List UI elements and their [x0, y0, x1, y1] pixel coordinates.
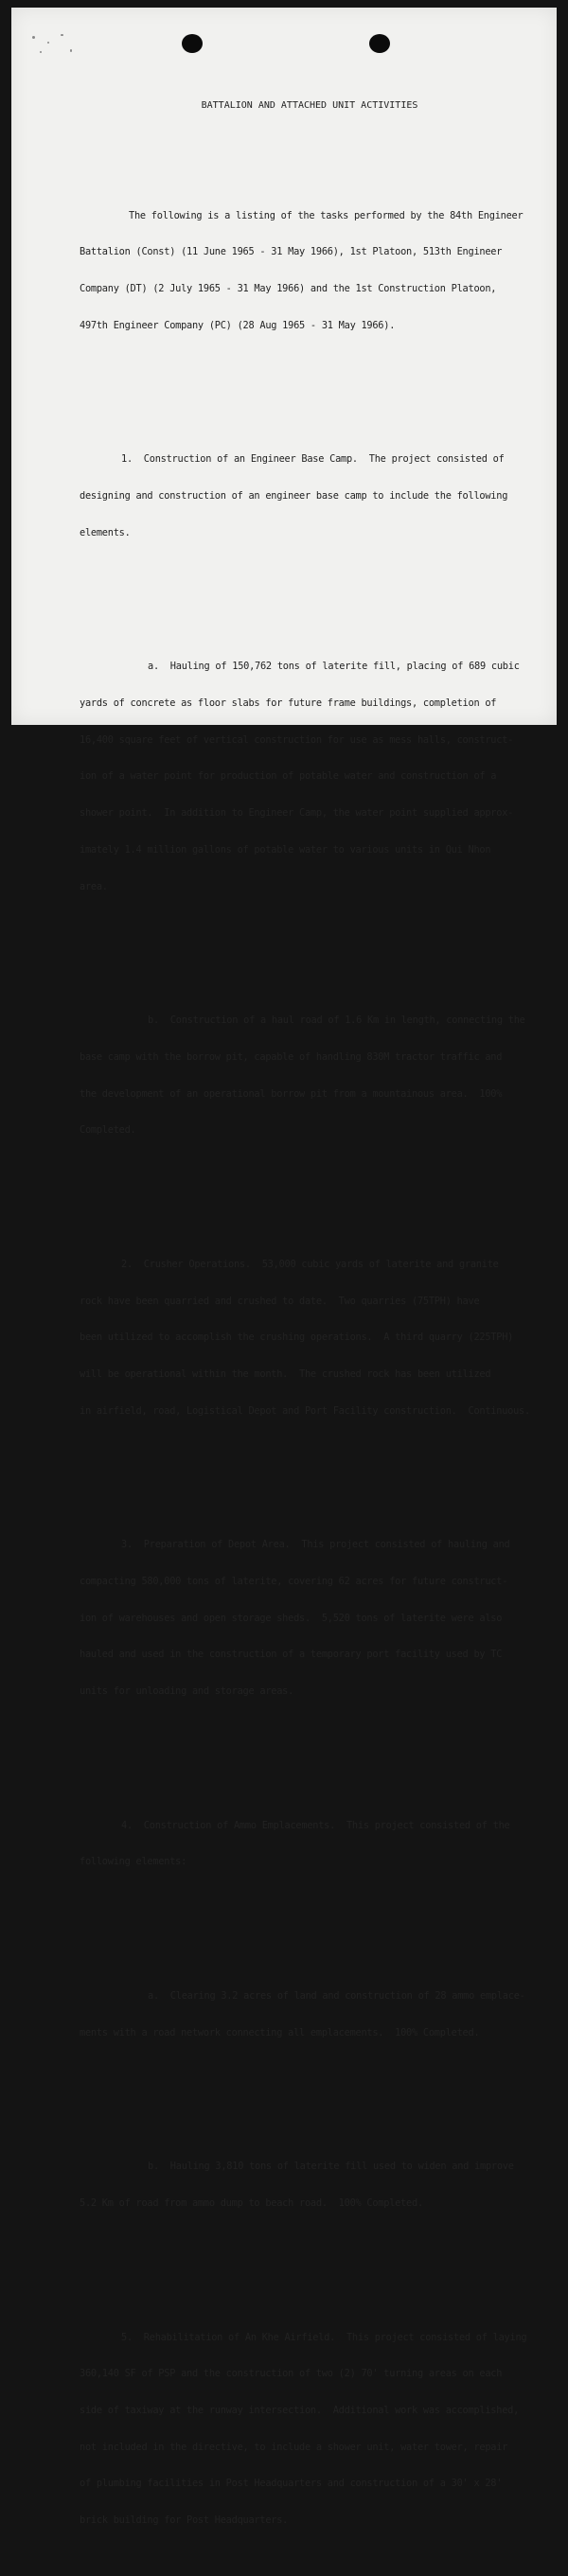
document-title: BATTALION AND ATTACHED UNIT ACTIVITIES — [201, 99, 418, 111]
item-3-paragraph — [80, 1515, 540, 1722]
text-line: 2. Crusher Operations. 53,000 cubic yards of laterite and granite — [121, 1258, 499, 1270]
text-line: designing and construction of an engineer base camp to include the following — [80, 490, 508, 502]
text-line: 360,140 SF of PSP and the construction of two (2) 70' turning areas on each — [80, 2368, 503, 2380]
text-line: Company (DT) (2 July 1965 - 31 May 1966) and the 1st Construction Platoon, — [80, 283, 497, 294]
text-line: 16,400 square feet of vertical construction for use as mess halls, construct- — [80, 733, 514, 746]
text-line: elements. — [80, 526, 131, 538]
punch-hole-left — [182, 34, 203, 53]
text-line: not included in the directive, to include a shower unit, water tower, repair — [80, 2441, 508, 2453]
text-line: units for unloading and storage areas. — [80, 1685, 294, 1698]
paper-speck — [47, 42, 49, 44]
item-1b-paragraph — [80, 990, 540, 1161]
item-4b-paragraph — [80, 2137, 540, 2234]
text-line: 4. Construction of Ammo Emplacements. This project consisted of the — [121, 1819, 510, 1831]
text-line: the development of an operational borrow pit from a mountainous area. 100% — [80, 1087, 503, 1100]
text-line: base camp with the borrow pit, capable of handling 830M tractor traffic and — [80, 1050, 503, 1063]
text-line: imately 1.4 million gallons of potable water to various units in Qui Nhon — [80, 843, 491, 856]
item-5-paragraph — [80, 2307, 540, 2551]
text-line: will be operational within the month. The crushed rock has been utilized — [80, 1368, 491, 1381]
text-line: compacting 580,000 tons of laterite, covering 62 acres for future construct- — [80, 1576, 508, 1588]
paper-speck — [70, 49, 72, 52]
text-line: of plumbing facilities in Post Headquarters and construction of a 30' x 28' — [80, 2478, 503, 2490]
text-line: 5.2 Km of road from ammo dump to beach road. 100% Completed. — [80, 2197, 423, 2210]
text-line: rock have been quarried and crushed to date. Two quarries (75TPH) have — [80, 1295, 480, 1307]
text-line: side of taxiway at the runway intersection. Additional work was accomplished, — [80, 2405, 520, 2417]
text-line: 3. Preparation of Depot Area. This project consisted of hauling and — [121, 1539, 510, 1551]
text-line: been utilized to accomplish the crushing operations. A third quarry (225TPH) — [80, 1332, 514, 1344]
item-4-paragraph — [80, 1795, 540, 1893]
text-line: 497th Engineer Company (PC) (28 Aug 1965 - 31 May 1966). — [80, 319, 396, 331]
text-line: b. Hauling 3,810 tons of laterite fill used to widen and improve — [148, 2161, 514, 2173]
text-line: ion of warehouses and open storage sheds. 5,520 tons of laterite were also — [80, 1612, 503, 1624]
punch-hole-right — [369, 34, 390, 53]
text-line: 1. Construction of an Engineer Base Camp. The project consisted of — [121, 453, 505, 466]
text-line: The following is a listing of the tasks performed by the 84th Engineer — [129, 209, 524, 221]
text-line: a. Clearing 3.2 acres of land and construction of 28 ammo emplace- — [148, 1990, 525, 2003]
text-line: yards of concrete as floor slabs for future frame buildings, completion of — [80, 697, 497, 709]
paper-speck — [40, 51, 42, 53]
text-line: brick building for Post Headquarters. — [80, 2514, 289, 2527]
text-line: b. Construction of a haul road of 1.6 Km in length, connecting the — [148, 1015, 525, 1027]
text-line: Battalion (Const) (11 June 1965 - 31 May 1966), 1st Platoon, 513th Engineer — [80, 246, 503, 258]
text-line: a. Hauling of 150,762 tons of laterite fill, placing of 689 cubic — [148, 661, 520, 673]
text-line: area. — [80, 880, 108, 892]
item-4a-paragraph — [80, 1966, 540, 2063]
item-2-paragraph — [80, 1234, 540, 1441]
text-line: 5. Rehabilitation of An Khe Airfield. This project consisted of laying — [121, 2331, 527, 2343]
paper-speck — [32, 36, 35, 39]
text-line: ments with a road network connecting all emplacements. 100% Completed. — [80, 2026, 480, 2038]
text-line: Completed. — [80, 1124, 136, 1137]
item-1-paragraph — [80, 429, 540, 563]
paper-speck — [61, 34, 63, 36]
text-line: shower point. In addition to Engineer Camp, the water point supplied approx- — [80, 807, 514, 820]
text-line: following elements: — [80, 1856, 187, 1868]
item-1a-paragraph — [80, 636, 540, 917]
document-body — [80, 76, 540, 2576]
intro-paragraph — [80, 185, 540, 357]
text-line: ion of a water point for production of potable water and construction of a — [80, 770, 497, 783]
text-line: in airfield, road, Logistical Depot and Port Facility construction. Continuous. — [80, 1404, 530, 1417]
document-page — [11, 8, 557, 2527]
text-line: hauled and used in the construction of a temporary port facility used by TC — [80, 1649, 503, 1661]
